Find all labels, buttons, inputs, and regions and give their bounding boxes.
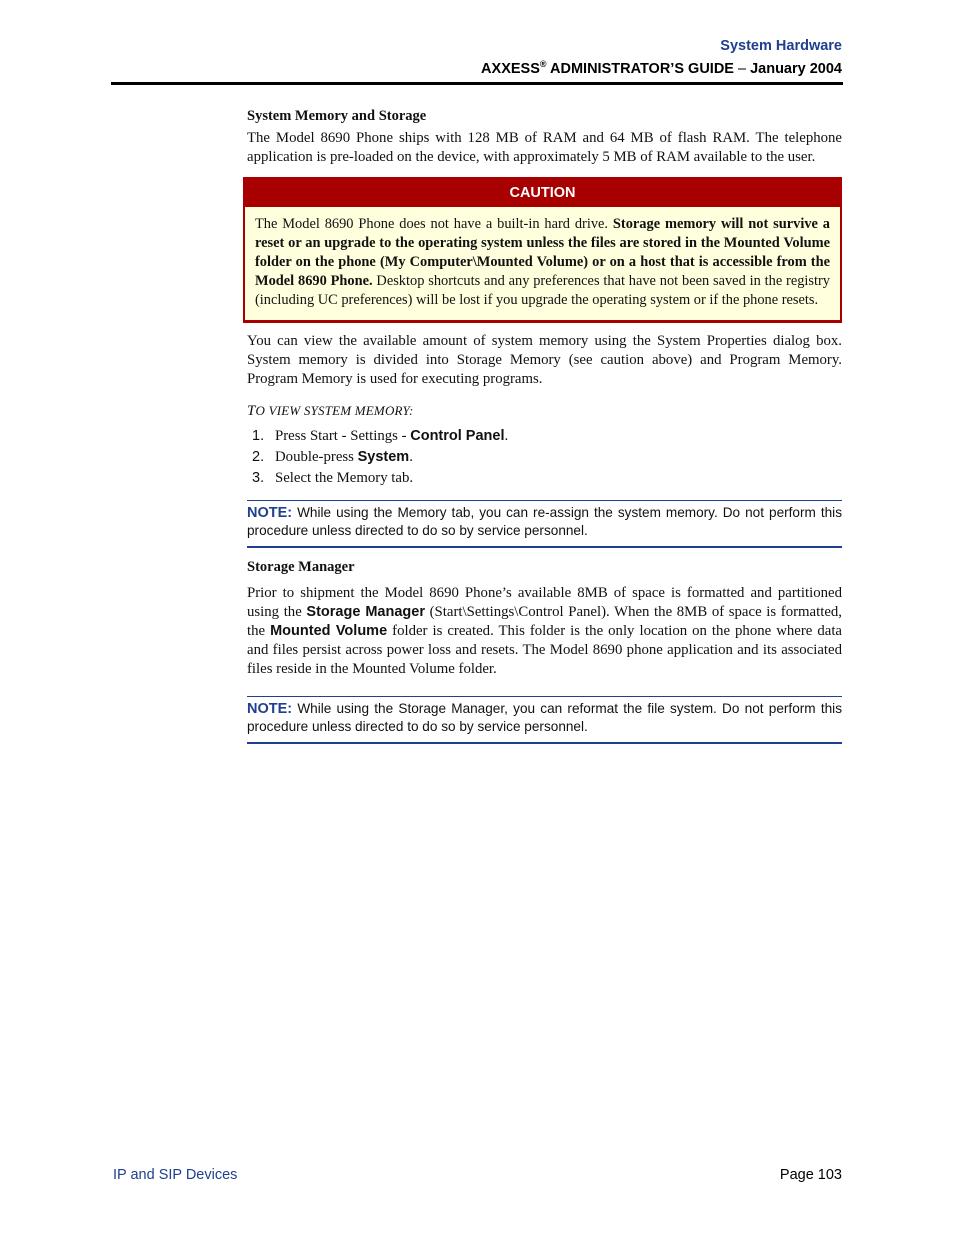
note-label: NOTE: (247, 701, 293, 717)
step-ui-term: Control Panel (410, 428, 505, 444)
footer-page-number: Page 103 (779, 1167, 842, 1183)
mounted-volume-term: Mounted Volume (270, 623, 388, 639)
list-item (247, 447, 842, 468)
caution-panel (243, 177, 842, 323)
procedure-title (247, 403, 842, 420)
guide-prefix: AXXESS (481, 60, 540, 77)
caution-text-plain: The Model 8690 Phone does not have a built-in hard drive. (255, 216, 613, 232)
caution-text-bold: Storage memory will not survive a reset or an upgrade to the operating system unless the files are stored in the Mounted Volume folder on the phone (My Computer\Mounted Volume) or on a host that is accessible from the Model 8690 Phone. (255, 216, 831, 289)
footer-document-title: IP and SIP Devices (113, 1167, 238, 1183)
step-number: 1. (252, 428, 265, 444)
storage-text-2: (Start\Settings\Control Panel). When the 8MB of space is formatted, the (247, 604, 842, 639)
guide-date: January 2004 (750, 60, 842, 77)
caution-box (247, 177, 842, 323)
procedure-title-rest: O VIEW SYSTEM MEMORY: (255, 403, 414, 418)
caution-text-plain-2: Desktop shortcuts and any preferences that have not been saved in the registry (including UC preferences) will be lost if you upgrade the operating system or if the phone resets. (255, 273, 830, 308)
step-text: Select the Memory tab. (275, 470, 414, 486)
caution-text (245, 207, 840, 320)
memory-paragraph: The Model 8690 Phone ships with 128 MB of RAM and 64 MB of flash RAM. The telephone application is pre-loaded on the device, with approximately 5 MB of RAM available to the user. (247, 130, 842, 165)
storage-text-3: folder is created. This folder is the only location on the phone where data and files persist across power loss and resets. The Model 8690 phone application and its associated files reside in the Mounted Volume folder. (247, 623, 842, 677)
storage-manager-term: Storage Manager (306, 604, 425, 620)
procedure-title-initial: T (247, 403, 256, 419)
header-rule (111, 82, 843, 85)
page-content (247, 108, 842, 744)
step-end: . (504, 428, 509, 444)
registered-mark: ® (539, 59, 547, 69)
note-text: While using the Storage Manager, you can reformat the file system. Do not perform this procedure unless directed to do so by service personnel. (247, 701, 842, 734)
note-memory-tab (247, 500, 842, 548)
guide-separator: – (733, 60, 751, 77)
step-text: Double-press (275, 449, 358, 465)
step-text: Press Start - Settings - (275, 428, 411, 444)
list-item (247, 468, 842, 489)
storage-text-1: Prior to shipment the Model 8690 Phone’s available 8MB of space is formatted and partitioned using the (247, 585, 842, 620)
header-section-title: System Hardware (720, 38, 842, 54)
header-guide-title (481, 59, 842, 77)
step-number: 3. (252, 470, 265, 486)
step-end: . (409, 449, 413, 465)
storage-manager-paragraph (247, 584, 842, 679)
note-storage-manager (247, 696, 842, 744)
section-heading-memory: System Memory and Storage (247, 108, 427, 124)
note-text: While using the Memory tab, you can re-assign the system memory. Do not perform this procedure unless directed to do so by service personnel. (247, 505, 842, 538)
list-item (247, 426, 842, 447)
step-number: 2. (252, 449, 265, 465)
section-heading-storage-manager: Storage Manager (247, 559, 355, 575)
caution-title: CAUTION (245, 179, 840, 207)
guide-title: ADMINISTRATOR’S GUIDE (546, 60, 734, 77)
procedure-steps (247, 426, 842, 489)
note-label: NOTE: (247, 505, 293, 521)
step-ui-term: System (357, 449, 410, 465)
system-memory-paragraph: You can view the available amount of system memory using the System Properties dialog box. System memory is divided into Storage Memory (see caution above) and Program Memory. Program Memory is used for executing programs. (247, 333, 842, 387)
